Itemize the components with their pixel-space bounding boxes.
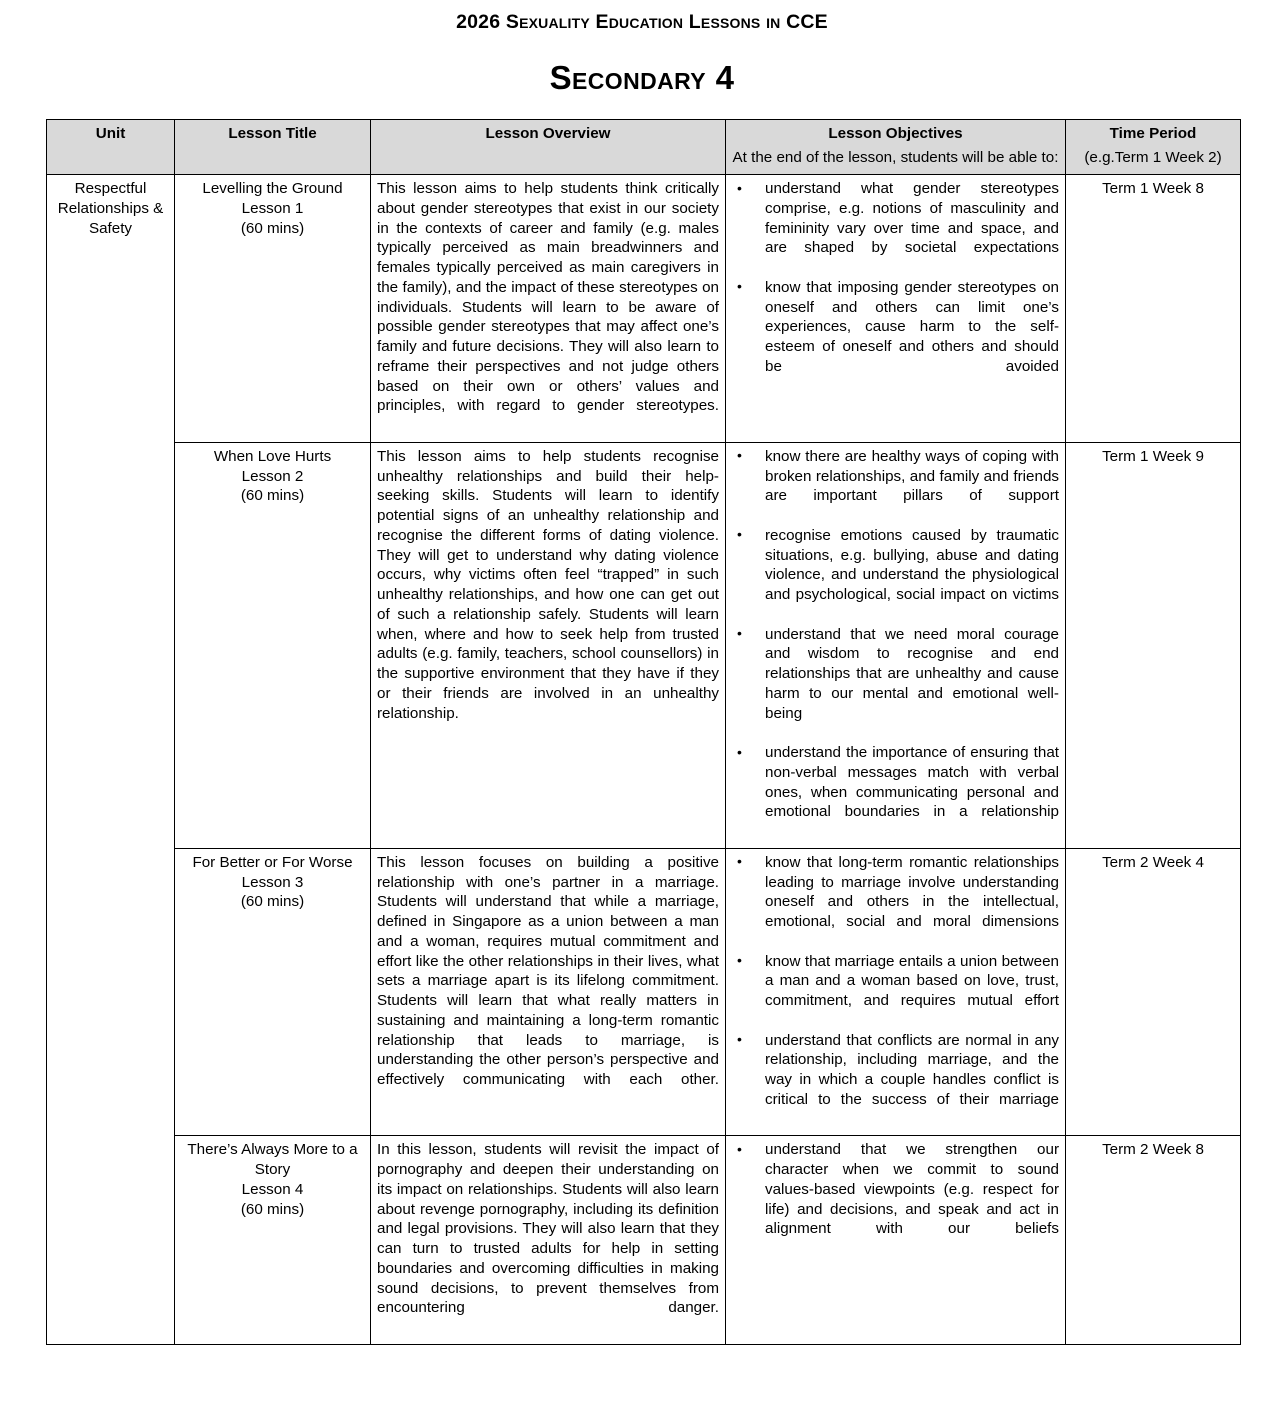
objectives-list [732,179,1059,396]
lesson-overview-cell [371,442,726,848]
objective-text: understand what gender stereotypes comprise, e.g. notions of masculinity and femininity vary over time and space, and are shaped by societal expectations [765,180,1059,257]
lesson-duration-text: (60 mins) [240,893,305,911]
objective-item [732,1031,1059,1130]
lesson-objectives-cell [726,175,1066,443]
bullet-icon: • [737,179,742,196]
bullet-icon: • [737,278,742,295]
lesson-overview-cell [371,848,726,1136]
objective-item [732,952,1059,1031]
time-period-cell: Term 1 Week 9 [1066,442,1241,848]
objective-text: understand that we strengthen our character when we commit to sound values-based viewpoints (e.g. respect for life) and decisions, and speak and act in alignment with our beliefs [765,1141,1059,1238]
lesson-title-text: Levelling the Ground [202,180,343,198]
document-page [0,11,1284,1345]
lesson-overview-text: This lesson aims to help students recognise unhealthy relationships and build their help-seeking skills. Students will learn to identify potential signs of an unhealthy relationship and recognise the different forms of dating violence. They will get to understand why dating violence occurs, why victims often feel “trapped” in such unhealthy relationships, and how one can get out of such a relationship safely. Students will learn when, where and how to seek help from trusted adults (e.g. family, teachers, school counsellors) in the supportive environment that they have if they or their friends are involved in an unhealthy relationship. [377,447,719,722]
lesson-title-cell [175,848,371,1136]
lesson-overview-text: In this lesson, students will revisit the impact of pornography and deepen their understanding on its impact on relationships. Students will also learn about revenge pornography, including its definition and legal provisions. They will also learn that they can turn to trusted adults for help in setting boundaries and overcoming difficulties in making sound decisions, to prevent themselves from encountering danger. [377,1141,719,1317]
bullet-icon: • [737,526,742,543]
objective-text: know that marriage entails a union between a man and a woman based on love, trust, commitment, and requires mutual effort [765,952,1059,1010]
column-header-time-period-main: Time Period [1109,124,1197,142]
table-header [47,119,1241,175]
table-header-row [47,119,1241,175]
document-subtitle: Secondary 4 [549,59,735,97]
bullet-icon: • [737,447,742,464]
bullet-icon: • [737,952,742,969]
objectives-list [732,447,1059,842]
lesson-number-text: Lesson 2 [241,467,304,485]
objective-text: understand that conflicts are normal in any relationship, including marriage, and the way in which a couple handles conflict is critical to the success of their marriage [765,1031,1059,1108]
lesson-title-text: For Better or For Worse [192,853,353,871]
lesson-overview-text: This lesson focuses on building a positive relationship with one’s partner in a marriage. Students will understand that while a marriage, defined in Singapore as a union between a man and a woman, requires mutual commitment and effort like the other relationships in their lives, what sets a marriage apart is its lifelong commitment. Students will learn that what really matters in sustaining and maintaining a long-term romantic relationship that leads to marriage, is understanding the other person’s perspective and effectively communicating with each other. [377,853,719,1089]
objective-text: recognise emotions caused by traumatic situations, e.g. bullying, abuse and dating violence, and understand the physiological and psychological, social impact on victims [765,526,1059,604]
lesson-title-text: When Love Hurts [213,447,332,465]
lesson-duration-text: (60 mins) [240,487,305,505]
objectives-list [732,853,1059,1130]
objective-text: know that imposing gender stereotypes on oneself and others can limit one’s experiences, cause harm to the self-esteem of oneself and others and should be avoided [765,278,1059,375]
objective-item [732,179,1059,278]
column-header-lesson-objectives-sub: At the end of the lesson, students will be able to: [732,149,1059,167]
objective-text: know there are healthy ways of coping with broken relationships, and family and friends are important pillars of support [765,447,1059,505]
objective-text: understand that we need moral courage and wisdom to recognise and end relationships that are unhealthy and cause harm to our mental and emotional well-being [765,625,1059,722]
objective-text: know that long-term romantic relationships leading to marriage involve understanding oneself and others in the intellectual, emotional, social and moral dimensions [765,853,1059,931]
column-header-lesson-title: Lesson Title [175,119,371,175]
objective-text: understand the importance of ensuring that non-verbal messages match with verbal ones, when communicating personal and emotional boundaries in a relationship [765,744,1059,821]
bullet-icon: • [737,743,742,760]
lesson-overview-cell [371,175,726,443]
lesson-number-text: Lesson 1 [241,199,304,217]
column-header-time-period-sub: (e.g.Term 1 Week 2) [1084,149,1222,167]
lesson-duration-text: (60 mins) [240,1200,305,1218]
objective-item [732,1140,1059,1259]
lesson-objectives-cell [726,1136,1066,1345]
table-body [47,175,1241,1345]
lesson-objectives-cell [726,442,1066,848]
objective-item [732,625,1059,744]
table-row [47,848,1241,1136]
column-header-time-period [1066,119,1241,175]
lesson-title-text: There’s Always More to a Story [187,1141,358,1179]
objective-item [732,743,1059,842]
lesson-title-cell [175,442,371,848]
document-title: 2026 Sexuality Education Lessons in CCE [456,11,828,33]
objective-item [732,526,1059,625]
lesson-title-cell [175,175,371,443]
table-row [47,1136,1241,1345]
lesson-objectives-cell [726,848,1066,1136]
time-period-cell: Term 2 Week 4 [1066,848,1241,1136]
lesson-overview-cell [371,1136,726,1345]
lesson-number-text: Lesson 3 [241,873,304,891]
table-row [47,175,1241,443]
unit-cell: Respectful Relationships & Safety [47,175,175,1345]
time-period-cell: Term 1 Week 8 [1066,175,1241,443]
objective-item [732,853,1059,952]
lesson-plan-table [46,119,1241,1345]
column-header-unit: Unit [47,119,175,175]
bullet-icon: • [737,853,742,870]
bullet-icon: • [737,1031,742,1048]
objective-item [732,278,1059,397]
time-period-cell: Term 2 Week 8 [1066,1136,1241,1345]
column-header-lesson-objectives [726,119,1066,175]
lesson-overview-text: This lesson aims to help students think critically about gender stereotypes that exist in our society in the contexts of career and family (e.g. males typically perceived as main breadwinners and females typically perceived as main caregivers in the family), and the impact of these stereotypes on individuals. Students will learn to be aware of possible gender stereotypes that may affect one’s family and future decisions. They will also learn to reframe their perspectives and not judge others based on their own or others’ values and principles, with regard to gender stereotypes. [377,180,719,415]
table-row [47,442,1241,848]
bullet-icon: • [737,1140,742,1157]
objective-item [732,447,1059,526]
objectives-list [732,1140,1059,1259]
column-header-lesson-objectives-main: Lesson Objectives [828,124,963,142]
lesson-title-cell [175,1136,371,1345]
column-header-lesson-overview: Lesson Overview [371,119,726,175]
lesson-number-text: Lesson 4 [241,1180,304,1198]
lesson-duration-text: (60 mins) [240,219,305,237]
bullet-icon: • [737,625,742,642]
